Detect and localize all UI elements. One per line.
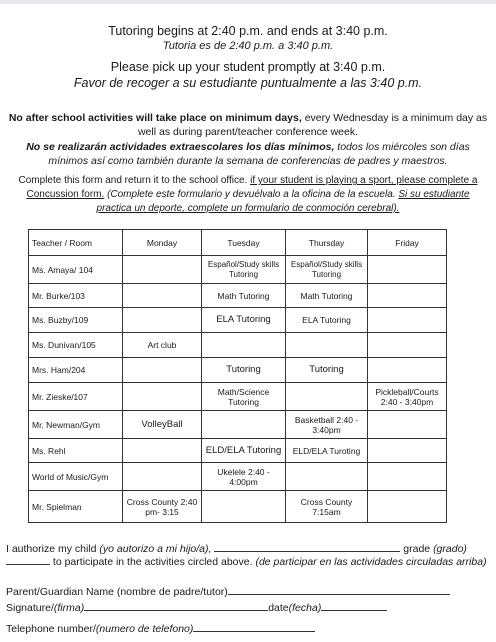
- tuesday-cell[interactable]: ELA Tutoring: [202, 308, 286, 333]
- monday-cell[interactable]: [123, 463, 202, 491]
- signature-label-spanish: (firma): [53, 602, 85, 614]
- monday-cell[interactable]: Cross County 2:40 pm- 3:15: [123, 491, 202, 523]
- pickup-notice-spanish: Favor de recoger a su estudiante puntualmente a las 3:40 p.m.: [73, 76, 423, 90]
- thursday-cell[interactable]: Tutoring: [286, 358, 368, 383]
- table-row: [29, 463, 447, 491]
- thursday-cell[interactable]: ELA Tutoring: [286, 308, 368, 333]
- friday-cell[interactable]: [368, 308, 447, 333]
- telephone-line: [6, 621, 492, 636]
- instructions-concussion-spanish: Si su estudiante practica un deporte, complete un formulario de conmoción cerebral).: [96, 189, 470, 214]
- table-row: [29, 439, 447, 463]
- table-row: [29, 358, 447, 383]
- teacher-cell: World of Music/Gym: [29, 463, 123, 491]
- tuesday-cell[interactable]: Math Tutoring: [202, 284, 286, 308]
- monday-cell[interactable]: [123, 308, 202, 333]
- tuesday-cell[interactable]: [202, 333, 286, 358]
- tuesday-cell[interactable]: Math/Science Tutoring: [202, 383, 286, 411]
- minimum-day-notice-bold: No after school activities will take place on minimum days,: [8, 112, 302, 124]
- friday-cell[interactable]: [368, 491, 447, 523]
- table-row: [29, 383, 447, 411]
- minimum-day-notice: [8, 111, 488, 139]
- table-row: [29, 284, 447, 308]
- teacher-cell: Mrs. Ham/204: [29, 358, 123, 383]
- minimum-day-notice-spanish: [8, 140, 488, 168]
- teacher-cell: Mr. Burke/103: [29, 284, 123, 308]
- minimum-day-notice-spanish-rest: todos los miércoles son días mínimos así como también durante la semana de conferencias de padres y maestros.: [48, 141, 470, 167]
- tuesday-cell[interactable]: [202, 411, 286, 439]
- header-thursday: Thursday: [286, 230, 368, 256]
- thursday-cell[interactable]: ELD/ELA Turoting: [286, 439, 368, 463]
- teacher-cell: Ms. Amaya/ 104: [29, 256, 123, 284]
- child-name-field[interactable]: [214, 541, 400, 552]
- header-tuesday: Tuesday: [202, 230, 286, 256]
- teacher-cell: Ms. Dunivan/105: [29, 333, 123, 358]
- teacher-cell: Mr. Zieske/107: [29, 383, 123, 411]
- grade-label: grade: [403, 543, 431, 555]
- telephone-field[interactable]: [193, 621, 315, 632]
- instructions-return: Complete this form and return it to the school office.: [18, 175, 248, 186]
- teacher-cell: Mr. Newman/Gym: [29, 411, 123, 439]
- authorize-label: I authorize my child: [6, 543, 97, 555]
- friday-cell[interactable]: [368, 333, 447, 358]
- thursday-cell[interactable]: [286, 383, 368, 411]
- monday-cell[interactable]: [123, 439, 202, 463]
- date-field[interactable]: [321, 600, 387, 611]
- thursday-cell[interactable]: [286, 463, 368, 491]
- minimum-day-notice-spanish-bold: No se realizarán actividades extraescolares los días mínimos,: [26, 141, 335, 153]
- form-instructions: [8, 174, 488, 216]
- telephone-label-spanish: (numero de telefono): [95, 623, 194, 635]
- participate-text-spanish: (de participar en las actividades circuladas arriba): [255, 556, 487, 568]
- friday-cell[interactable]: [368, 256, 447, 284]
- thursday-cell[interactable]: [286, 333, 368, 358]
- parent-name-label: Parent/Guardian Name (nombre de padre/tutor): [6, 586, 228, 598]
- tuesday-cell[interactable]: [202, 491, 286, 523]
- table-row: [29, 491, 447, 523]
- header-teacher-room: Teacher / Room: [29, 230, 123, 256]
- signature-label: Signature/: [6, 602, 54, 614]
- tuesday-cell[interactable]: Tutoring: [202, 358, 286, 383]
- table-row: [29, 308, 447, 333]
- monday-cell[interactable]: [123, 256, 202, 284]
- minimum-day-notice-rest: every Wednesday is a minimum day as well as during parent/teacher conference week.: [137, 112, 488, 138]
- grade-label-spanish: (grado): [433, 543, 467, 555]
- friday-cell[interactable]: [368, 463, 447, 491]
- signature-field[interactable]: [84, 600, 268, 611]
- monday-cell[interactable]: [123, 358, 202, 383]
- participate-text: to participate in the activities circled above.: [52, 556, 253, 568]
- table-row: [29, 333, 447, 358]
- activity-schedule-table: [28, 229, 447, 523]
- header-friday: Friday: [368, 230, 447, 256]
- monday-cell[interactable]: VolleyBall: [123, 411, 202, 439]
- header-monday: Monday: [123, 230, 202, 256]
- table-row: [29, 411, 447, 439]
- date-label-spanish: (fecha): [288, 602, 322, 614]
- parent-name-line: [6, 584, 492, 599]
- signature-line: [6, 600, 492, 615]
- pickup-notice: Please pick up your student promptly at 3:40 p.m.: [110, 60, 386, 74]
- date-label: date: [268, 602, 289, 614]
- monday-cell[interactable]: [123, 383, 202, 411]
- tuesday-cell[interactable]: ELD/ELA Tutoring: [202, 439, 286, 463]
- instructions-concussion: if your student is playing a sport, please complete a Concussion form.: [26, 175, 478, 200]
- thursday-cell[interactable]: Cross County 7:15am: [286, 491, 368, 523]
- tutoring-hours-spanish: Tutoria es de 2:40 p.m. a 3:40 p.m.: [162, 40, 334, 52]
- table-header-row: [29, 230, 447, 256]
- thursday-cell[interactable]: Español/Study skills Tutoring: [286, 256, 368, 284]
- teacher-cell: Ms. Rehl: [29, 439, 123, 463]
- thursday-cell[interactable]: Math Tutoring: [286, 284, 368, 308]
- telephone-label: Telephone number/: [6, 623, 96, 635]
- instructions-return-spanish: (Complete este formulario y devuélvalo a la oficina de la escuela.: [107, 189, 396, 200]
- tutoring-hours: Tutoring begins at 2:40 p.m. and ends at 3:40 p.m.: [108, 24, 388, 38]
- monday-cell[interactable]: [123, 284, 202, 308]
- monday-cell[interactable]: Art club: [123, 333, 202, 358]
- table-row: [29, 256, 447, 284]
- parent-name-field[interactable]: [228, 584, 450, 595]
- thursday-cell[interactable]: Basketball 2:40 - 3:40pm: [286, 411, 368, 439]
- grade-field[interactable]: [6, 554, 50, 565]
- tuesday-cell[interactable]: Español/Study skills Tutoring: [202, 256, 286, 284]
- friday-cell[interactable]: [368, 411, 447, 439]
- top-strip: [0, 0, 496, 4]
- participate-line: [6, 554, 492, 569]
- tuesday-cell[interactable]: Ukelele 2:40 - 4:00pm: [202, 463, 286, 491]
- teacher-cell: Ms. Buzby/109: [29, 308, 123, 333]
- friday-cell[interactable]: [368, 284, 447, 308]
- friday-cell[interactable]: [368, 439, 447, 463]
- friday-cell[interactable]: Pickleball/Courts 2:40 - 3:40pm: [368, 383, 447, 411]
- friday-cell[interactable]: [368, 358, 447, 383]
- teacher-cell: Mr. Spielman: [29, 491, 123, 523]
- authorize-label-spanish: (yo autorizo a mi hijo/a),: [99, 543, 212, 555]
